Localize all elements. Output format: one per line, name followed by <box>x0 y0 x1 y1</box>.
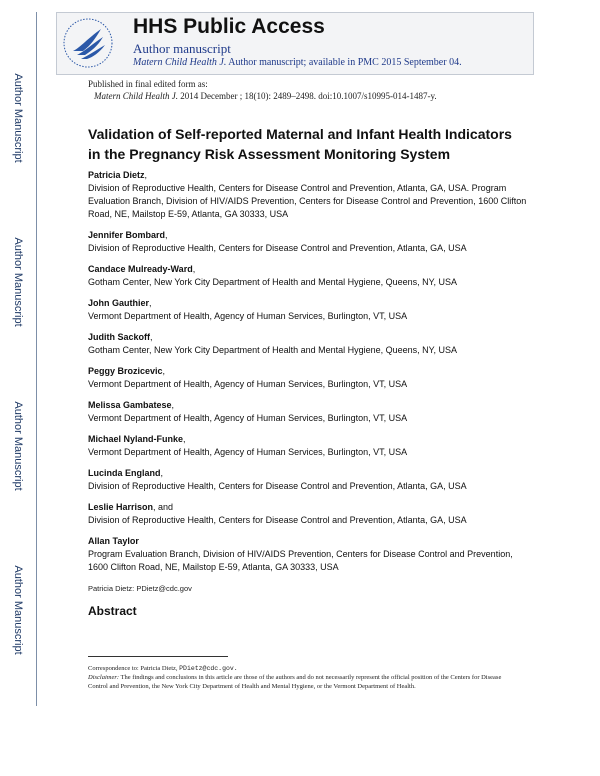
hhs-title: HHS Public Access <box>133 15 325 38</box>
author-affiliation: Gotham Center, New York City Department of Health and Mental Hygiene, Queens, NY, USA <box>88 345 458 355</box>
footnotes <box>88 664 508 691</box>
author-manuscript-label: Author manuscript <box>133 41 231 56</box>
author-affiliation: Vermont Department of Health, Agency of Human Services, Burlington, VT, USA <box>88 379 408 389</box>
hhs-header <box>56 12 534 75</box>
author-name: Judith Sackoff <box>88 332 151 342</box>
author-entry <box>88 535 528 574</box>
citation-journal: Matern Child Health J. <box>94 91 178 101</box>
author-name: Leslie Harrison <box>88 502 154 512</box>
author-name: Allan Taylor <box>88 536 139 546</box>
author-affiliation: Vermont Department of Health, Agency of Human Services, Burlington, VT, USA <box>88 311 408 321</box>
author-entry: Michael Nyland-Funke, Vermont Department of Health, Agency of Human Services, Burlington, VT, USA <box>88 433 528 459</box>
citation-details: 2014 December ; 18(10): 2489–2498. doi:10.1007/s10995-014-1487-y. <box>180 91 437 101</box>
article-title: Validation of Self-reported Maternal and Infant Health Indicators in the Pregnancy Risk Assessment Monitoring System <box>88 126 512 162</box>
author-entry: Lucinda England, Division of Reproductive Health, Centers for Disease Control and Prevention, Atlanta, GA, USA <box>88 467 528 493</box>
correspondence-email[interactable]: PDietz@cdc.gov. <box>179 665 238 672</box>
author-name: John Gauthier <box>88 298 150 308</box>
author-entry: Jennifer Bombard, Division of Reproductive Health, Centers for Disease Control and Prevention, Atlanta, GA, USA <box>88 229 528 255</box>
author-entry: Melissa Gambatese, Vermont Department of Health, Agency of Human Services, Burlington, VT, USA <box>88 399 528 425</box>
sidebar-label: Author Manuscript <box>12 73 24 163</box>
abstract-heading: Abstract <box>88 604 137 618</box>
author-name: Lucinda England <box>88 468 161 478</box>
author-affiliation: Vermont Department of Health, Agency of Human Services, Burlington, VT, USA <box>88 413 408 423</box>
hhs-eagle-logo-icon <box>61 17 115 69</box>
author-name: Melissa Gambatese <box>88 400 172 410</box>
author-name: Michael Nyland-Funke <box>88 434 184 444</box>
author-affiliation: Vermont Department of Health, Agency of Human Services, Burlington, VT, USA <box>88 447 408 457</box>
footnote-divider <box>88 656 228 657</box>
author-affiliation: Division of Reproductive Health, Centers for Disease Control and Prevention, Atlanta, GA, USA <box>88 243 467 253</box>
author-affiliation: Division of Reproductive Health, Centers for Disease Control and Prevention, Atlanta, GA, USA <box>88 481 467 491</box>
author-name: Patricia Dietz <box>88 170 145 180</box>
author-name: Peggy Brozicevic <box>88 366 163 376</box>
author-affiliation: Division of Reproductive Health, Centers for Disease Control and Prevention, Atlanta, GA, USA <box>88 515 467 525</box>
sidebar-label: Author Manuscript <box>12 565 24 655</box>
correspondence-note: Correspondence to: Patricia Dietz, PDietz@cdc.gov. <box>88 665 238 672</box>
author-name: Jennifer Bombard <box>88 230 166 240</box>
journal-link[interactable]: Matern Child Health J. <box>133 57 227 68</box>
author-affiliation: Division of Reproductive Health, Centers for Disease Control and Prevention, Atlanta, GA, USA. Program Evaluation Branch, Division of HIV/AIDS Prevention, Centers for Disease Control and Prevention, 1600 Clifton Road, NE, Mailstop E-59, Atlanta, GA 30333, USA <box>88 183 527 219</box>
author-entry: Peggy Brozicevic, Vermont Department of Health, Agency of Human Services, Burlington, VT, USA <box>88 365 528 391</box>
published-info <box>88 78 437 102</box>
author-entry: John Gauthier, Vermont Department of Health, Agency of Human Services, Burlington, VT, USA <box>88 297 528 323</box>
sidebar-rule <box>36 12 37 706</box>
sidebar-label: Author Manuscript <box>12 401 24 491</box>
disclaimer-note <box>88 673 508 691</box>
author-entry: Leslie Harrison, and Division of Reproductive Health, Centers for Disease Control and Prevention, Atlanta, GA, USA <box>88 501 528 527</box>
disclaimer-text: The findings and conclusions in this article are those of the authors and do not necessarily represent the official position of the Centers for Disease Control and Prevention, the New York City Department of Health and Mental Hygiene, or the Vermont Department of Health. <box>88 674 502 690</box>
disclaimer-label: Disclaimer: <box>88 674 120 681</box>
contact-email: Patricia Dietz: PDietz@cdc.gov <box>88 584 192 593</box>
citation <box>88 90 437 102</box>
author-entry: Patricia Dietz, Division of Reproductive Health, Centers for Disease Control and Prevention, Atlanta, GA, USA. Program Evaluation Branch, Division of HIV/AIDS Prevention, Centers for Disease Control and Prevention, 1600 Clifton Road, NE, Mailstop E-59, Atlanta, GA 30333, USA <box>88 170 527 219</box>
published-label: Published in final edited form as: <box>88 79 208 89</box>
author-entry: Candace Mulready-Ward, Gotham Center, New York City Department of Health and Mental Hygiene, Queens, NY, USA <box>88 263 528 289</box>
sidebar-label: Author Manuscript <box>12 237 24 327</box>
availability-text: Author manuscript; available in PMC 2015 September 04. <box>228 57 462 68</box>
author-affiliation: Gotham Center, New York City Department of Health and Mental Hygiene, Queens, NY, USA <box>88 277 458 287</box>
author-list <box>88 169 528 582</box>
author-entry: Judith Sackoff, Gotham Center, New York City Department of Health and Mental Hygiene, Queens, NY, USA <box>88 331 528 357</box>
author-name: Candace Mulready-Ward <box>88 264 193 274</box>
author-affiliation: Program Evaluation Branch, Division of HIV/AIDS Prevention, Centers for Disease Control and Prevention, 1600 Clifton Road, NE, Mailstop E-59, Atlanta, GA 30333, USA <box>88 549 513 572</box>
availability-line <box>133 57 462 68</box>
